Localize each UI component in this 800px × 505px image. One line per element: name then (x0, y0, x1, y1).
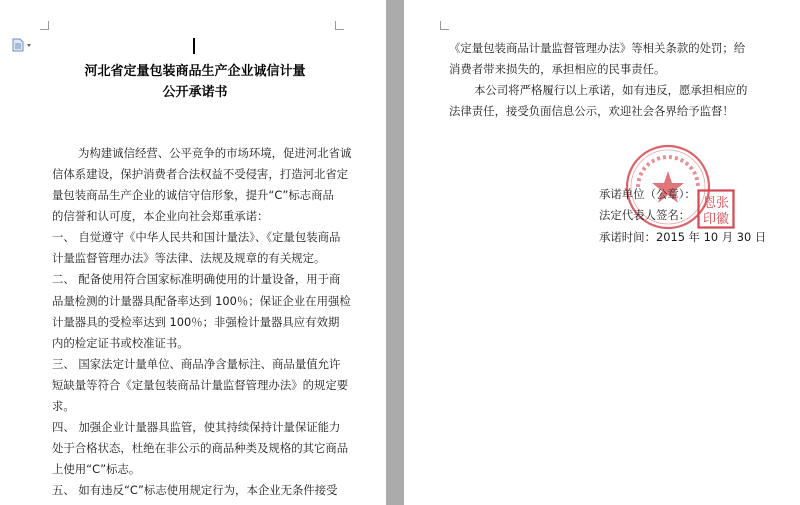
paragraph-line: 法律责任，接受负面信息公示，欢迎社会各界给予监督！ (449, 104, 734, 118)
paragraph-line: 二、 配备使用符合国家标准明确使用的计量设备，用于商 (52, 272, 341, 286)
paragraph-line: 五、 如有违反“C”标志使用规定行为，本企业无条件接受 (52, 483, 338, 497)
crop-mark (335, 21, 344, 30)
paragraph-line: 本公司将严格履行以上承诺，如有违反，愿承担相应的 (474, 83, 748, 97)
paragraph-line: 《定量包装商品计量监督管理办法》等相关条款的处罚；给 (449, 41, 746, 55)
signature-representative-label: 法定代表人签名： (599, 208, 691, 222)
svg-text:恩张: 恩张 (702, 196, 730, 211)
paragraph-line: 的信誉和认可度，本企业向社会郑重承诺： (52, 209, 269, 223)
document-icon[interactable] (12, 38, 34, 52)
paragraph-line: 上使用“C”标志。 (52, 462, 141, 476)
crop-mark (40, 21, 49, 30)
paragraph-line: 为构建诚信经营、公平竞争的市场环境，促进河北省诚 (78, 146, 352, 160)
crop-mark (440, 21, 449, 30)
svg-text:印徽: 印徽 (702, 212, 730, 227)
document-title: 河北省定量包装商品生产企业诚信计量 (84, 64, 306, 79)
paragraph-line: 信体系建设，保护消费者合法权益不受侵害，打造河北省定 (52, 167, 349, 181)
personal-seal (697, 189, 735, 229)
paragraph-line: 品量检测的计量器具配备率达到 100％；保证企业在用强检 (52, 294, 351, 308)
paragraph-line: 四、 加强企业计量器具监管，使其持续保持计量保证能力 (52, 420, 341, 434)
paragraph-line: 短缺量等符合《定量包装商品计量监督管理办法》的规定要 (52, 378, 349, 392)
signature-date: 承诺时间：2015 年 10 月 30 日 (599, 230, 767, 244)
paragraph-line: 消费者带来损失的，承担相应的民事责任。 (449, 62, 666, 76)
paragraph-line: 计量器具的受检率达到 100％；非强检计量器具应有效期 (52, 315, 340, 329)
paragraph-line: 内的检定证书或校准证书。 (52, 336, 189, 350)
dropdown-arrow-icon (27, 44, 31, 47)
paragraph-line: 求。 (52, 399, 75, 413)
text-cursor (193, 38, 195, 54)
signature-unit-label: 承诺单位（公章）： (599, 187, 696, 201)
paragraph-line: 一、 自觉遵守《中华人民共和国计量法》、《定量包装商品 (52, 230, 341, 244)
document-page-left (0, 0, 386, 505)
paragraph-line: 计量监督管理办法》等法律、法规及规章的有关规定。 (52, 251, 326, 265)
paragraph-line: 处于合格状态，杜绝在非公示的商品种类及规格的其它商品 (52, 441, 349, 455)
paragraph-line: 三、 国家法定计量单位、商品净含量标注、商品量值允许 (52, 357, 341, 371)
document-subtitle: 公开承诺书 (162, 85, 228, 100)
paragraph-line: 量包装商品生产企业的诚信守信形象，提升“C”标志商品 (52, 188, 334, 202)
